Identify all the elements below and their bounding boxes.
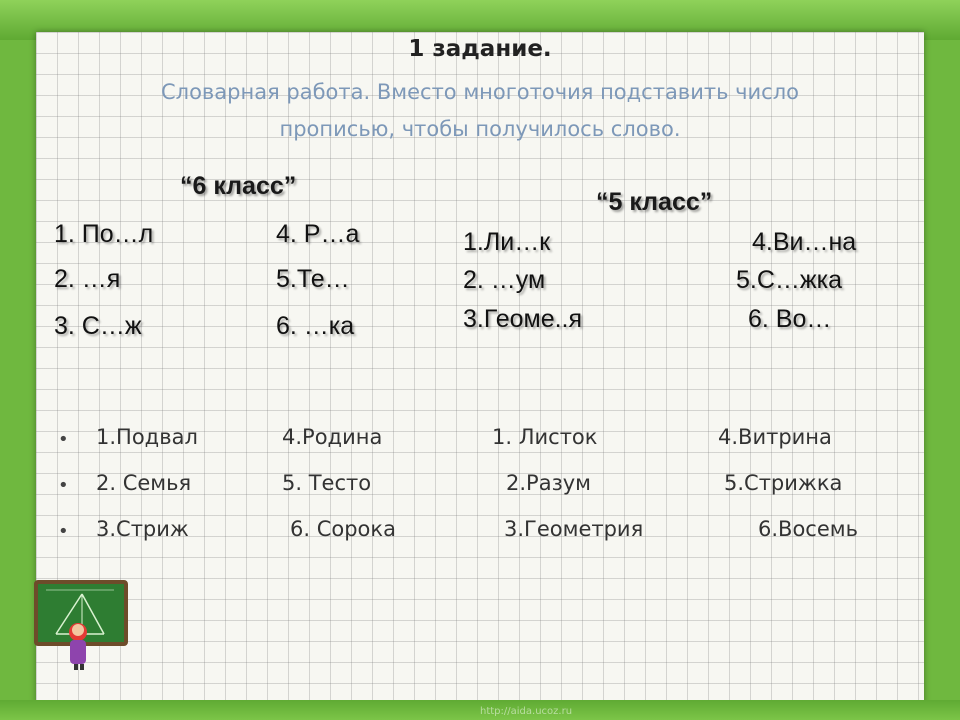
class5-task-6: 6. Во… — [748, 305, 832, 333]
subtitle-line-2: прописью, чтобы получилось слово. — [279, 117, 681, 141]
subtitle-line-1: Словарная работа. Вместо многоточия подставить число — [160, 80, 799, 104]
class5-task-4: 4.Ви…на — [752, 228, 857, 256]
slide-title: 1 задание. — [408, 36, 552, 62]
class5-task-5: 5.С…жка — [736, 266, 843, 294]
answer-item: 6. Сорока — [290, 517, 396, 541]
answer-item: 5. Тесто — [282, 471, 372, 495]
bullet-icon: • — [58, 429, 69, 450]
answer-item: 1.Подвал — [96, 425, 198, 449]
class6-task-6: 6. …ка — [276, 312, 355, 340]
answer-item: 6.Восемь — [758, 517, 858, 541]
answer-row — [58, 425, 898, 455]
class6-task-1: 1. По…л — [54, 220, 154, 248]
class6-task-2: 2. …я — [54, 265, 121, 293]
answer-item: 5.Стрижка — [724, 471, 843, 495]
watermark-text: http://aida.ucoz.ru — [480, 706, 573, 717]
slide-subtitle — [80, 74, 880, 148]
answer-item: 1. Листок — [492, 425, 598, 449]
bullet-icon: • — [58, 475, 69, 496]
answer-item: 4.Витрина — [718, 425, 832, 449]
bullet-icon: • — [58, 521, 69, 542]
class5-task-3: 3.Геоме..я — [463, 305, 583, 333]
class6-task-4: 4. Р…а — [276, 220, 360, 248]
class6-task-5: 5.Те… — [276, 265, 350, 293]
answer-item: 4.Родина — [282, 425, 383, 449]
answer-item: 3.Стриж — [96, 517, 189, 541]
answer-item: 3.Геометрия — [504, 517, 644, 541]
class6-task-3: 3. С…ж — [54, 312, 142, 340]
answer-item: 2.Разум — [506, 471, 592, 495]
class5-task-1: 1.Ли…к — [463, 228, 551, 256]
class5-heading: “5 класс” — [596, 188, 713, 216]
answer-row — [58, 471, 898, 501]
blackboard-teacher-icon — [34, 580, 130, 672]
class5-task-2: 2. …ум — [463, 266, 546, 294]
answer-row — [58, 517, 898, 547]
answer-item: 2. Семья — [96, 471, 192, 495]
class6-heading: “6 класс” — [180, 172, 297, 200]
